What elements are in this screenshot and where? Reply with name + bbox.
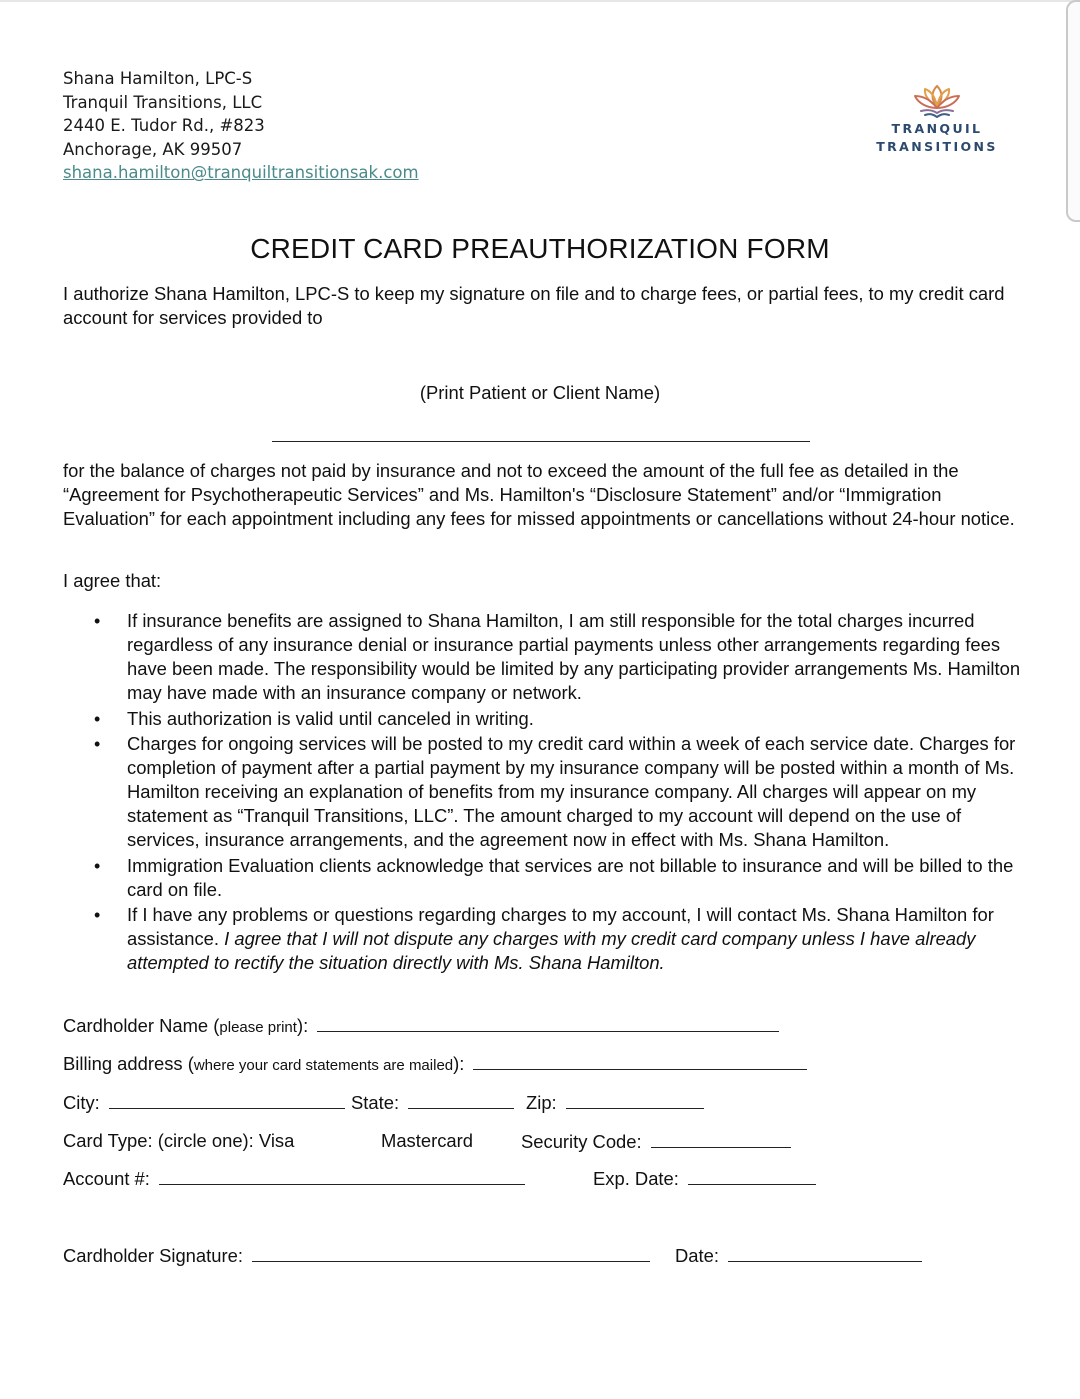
logo bbox=[872, 80, 1002, 156]
card-type-visa[interactable]: Card Type: (circle one): Visa bbox=[63, 1130, 295, 1151]
city-field bbox=[63, 1090, 345, 1115]
list-item-italic-text: I agree that I will not dispute any charges with my credit card company unless I have already attempted to rectify the situation directly with Ms. Shana Hamilton. bbox=[127, 928, 976, 973]
practice-name: Tranquil Transitions, LLC bbox=[63, 92, 263, 112]
lotus-icon bbox=[905, 80, 969, 120]
state-label: State: bbox=[351, 1092, 400, 1113]
intro-paragraph: I authorize Shana Hamilton, LPC-S to keep my signature on file and to charge fees, or partial fees, to my credit card account for services provided to bbox=[63, 283, 1005, 328]
security-code-input[interactable] bbox=[651, 1129, 791, 1148]
list-item-text: Immigration Evaluation clients acknowledge that services are not billable to insurance and will be billed to the card on file. bbox=[127, 854, 1014, 900]
city-state-zip: Anchorage, AK 99507 bbox=[63, 139, 243, 159]
card-type-mastercard[interactable]: Mastercard bbox=[381, 1130, 473, 1151]
list-item-text: If I have any problems or questions regarding charges to my account, I will contact Ms. Shana Hamilton for assistance. bbox=[127, 904, 994, 949]
letterhead bbox=[63, 67, 419, 185]
cardholder-name-label: Cardholder Name bbox=[63, 1015, 209, 1036]
cardholder-name-row: Cardholder Name (please print): bbox=[63, 1013, 779, 1039]
agreement-list bbox=[63, 609, 1023, 977]
zip-label: Zip: bbox=[526, 1092, 557, 1113]
list-item-text: This authorization is valid until canceled in writing. bbox=[127, 707, 534, 729]
provider-name: Shana Hamilton, LPC-S bbox=[63, 69, 253, 88]
balance-paragraph: for the balance of charges not paid by insurance and not to exceed the amount of the full fee as detailed in the “Agreement for Psychotherapeutic Services” and Ms. Hamilton's “Disclosure Statement” and/or “Immigration Evaluation” for each appointment including any fees for missed appointments or cancellations without 24-hour notice. bbox=[63, 460, 1015, 529]
client-name-input-line[interactable] bbox=[272, 441, 810, 442]
list-item-text: If insurance benefits are assigned to Shana Hamilton, I am still responsible for the total charges incurred regardless of any insurance denial or insurance partial payments unless other arrangements regarding fees have been made. The responsibility would be limited by any participating provider arrangements Ms. Hamilton may have made with an insurance company or network. bbox=[127, 610, 1021, 703]
exp-date-input[interactable] bbox=[688, 1166, 816, 1185]
account-number-input[interactable] bbox=[159, 1166, 525, 1185]
signature-field bbox=[63, 1243, 650, 1268]
signature-label: Cardholder Signature: bbox=[63, 1245, 243, 1266]
state-field bbox=[351, 1090, 514, 1115]
security-code-label: Security Code: bbox=[521, 1131, 642, 1152]
list-item bbox=[63, 707, 1023, 731]
account-number-label: Account #: bbox=[63, 1168, 150, 1189]
zip-input[interactable] bbox=[566, 1090, 704, 1109]
city-input[interactable] bbox=[109, 1090, 345, 1109]
logo-text-line2: TRANSITIONS bbox=[876, 139, 998, 154]
billing-address-note: where your card statements are mailed bbox=[193, 1057, 454, 1074]
billing-address-label: Billing address bbox=[63, 1053, 183, 1074]
signature-input[interactable] bbox=[252, 1243, 650, 1262]
list-item bbox=[63, 732, 1023, 852]
list-item bbox=[63, 854, 1023, 902]
date-field bbox=[675, 1243, 922, 1268]
email-link[interactable]: shana.hamilton@tranquiltransitionsak.com bbox=[63, 163, 419, 183]
zip-field bbox=[526, 1090, 704, 1115]
billing-address-input[interactable] bbox=[473, 1051, 807, 1070]
city-label: City: bbox=[63, 1092, 100, 1113]
list-item-text: Charges for ongoing services will be posted to my credit card within a week of each service date. Charges for completion of payment after a partial payment by my insurance company will be posted within a month of Ms. Hamilton receiving an explanation of benefits from my insurance company. All charges will appear on my statement as “Tranquil Transitions, LLC”. The amount charged to my account will depend on the use of services, insurance arrangements, and the agreement now in effect with Ms. Shana Hamilton. bbox=[127, 733, 1016, 850]
client-name-label: (Print Patient or Client Name) bbox=[419, 382, 661, 403]
agree-heading: I agree that: bbox=[63, 570, 162, 591]
list-item bbox=[63, 609, 1023, 705]
state-input[interactable] bbox=[408, 1090, 514, 1109]
form-title: CREDIT CARD PREAUTHORIZATION FORM bbox=[250, 233, 830, 264]
top-border bbox=[0, 0, 1080, 2]
list-item bbox=[63, 903, 1023, 975]
security-code-field bbox=[521, 1129, 791, 1154]
date-label: Date: bbox=[675, 1245, 719, 1266]
logo-text-line1: TRANQUIL bbox=[891, 121, 983, 136]
cardholder-name-note: please print bbox=[219, 1019, 297, 1036]
exp-date-label: Exp. Date: bbox=[593, 1168, 679, 1189]
billing-address-row: Billing address (where your card statements are mailed): bbox=[63, 1051, 807, 1077]
cardholder-name-input[interactable] bbox=[317, 1013, 779, 1032]
exp-date-field bbox=[593, 1166, 816, 1191]
account-number-field bbox=[63, 1166, 525, 1191]
street-address: 2440 E. Tudor Rd., #823 bbox=[63, 116, 265, 136]
scrollbar[interactable] bbox=[1066, 0, 1080, 222]
date-input[interactable] bbox=[728, 1243, 922, 1262]
